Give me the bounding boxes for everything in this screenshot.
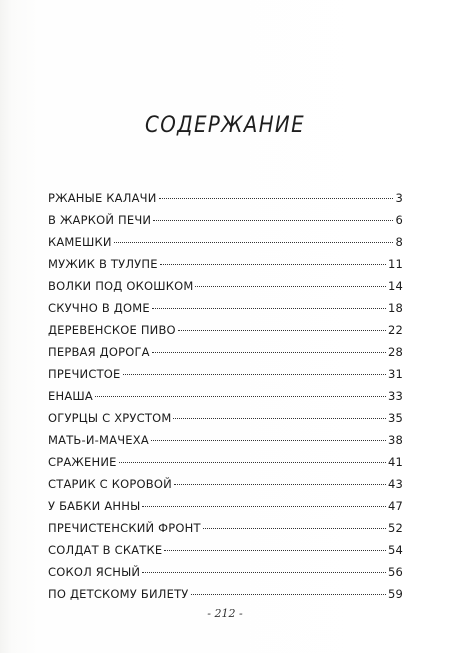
dot-leader <box>151 440 386 441</box>
toc-entry-page: 52 <box>387 521 403 535</box>
toc-entry-title: В ЖАРКОЙ ПЕЧИ <box>48 213 152 227</box>
dot-leader <box>114 242 394 243</box>
toc-entry-title: ПЕРВАЯ ДОРОГА <box>48 345 150 359</box>
toc-entry <box>48 517 403 539</box>
toc-entry-title: ЕНАША <box>48 389 93 403</box>
dot-leader <box>173 418 385 419</box>
toc-entry-page: 47 <box>387 499 403 513</box>
dot-leader <box>164 550 386 551</box>
toc-entry-title: ДЕРЕВЕНСКОЕ ПИВО <box>48 323 176 337</box>
toc-entry <box>48 253 403 275</box>
dot-leader <box>142 506 386 507</box>
toc-entry-page: 35 <box>387 411 403 425</box>
toc-entry-page: 18 <box>387 301 403 315</box>
toc-entry <box>48 473 403 495</box>
toc-entry <box>48 231 403 253</box>
toc-entry <box>48 297 403 319</box>
toc-entry-page: 8 <box>395 235 403 249</box>
toc-entry-title: У БАБКИ АННЫ <box>48 499 141 513</box>
toc-entry <box>48 407 403 429</box>
dot-leader <box>95 396 386 397</box>
toc-entry-page: 3 <box>395 191 403 205</box>
dot-leader <box>160 264 386 265</box>
dot-leader <box>174 484 386 485</box>
toc-entry <box>48 363 403 385</box>
toc-entry <box>48 561 403 583</box>
toc-entry-page: 33 <box>387 389 403 403</box>
dot-leader <box>153 220 393 221</box>
toc-entry-title: СРАЖЕНИЕ <box>48 455 117 469</box>
toc-entry-title: ПРЕЧИСТОЕ <box>48 367 121 381</box>
toc-entry-title: РЖАНЫЕ КАЛАЧИ <box>48 191 157 205</box>
toc-entry-title: ПРЕЧИСТЕНСКИЙ ФРОНТ <box>48 521 201 535</box>
toc-entry <box>48 319 403 341</box>
page-title: СОДЕРЖАНИЕ <box>145 113 305 138</box>
toc-entry-title: ПО ДЕТСКОМУ БИЛЕТУ <box>48 587 189 601</box>
toc-entry <box>48 275 403 297</box>
dot-leader <box>178 330 386 331</box>
toc-entry <box>48 451 403 473</box>
toc-entry-page: 56 <box>387 565 403 579</box>
toc-entry <box>48 429 403 451</box>
toc-entry <box>48 341 403 363</box>
dot-leader <box>191 594 386 595</box>
toc-entry <box>48 539 403 561</box>
table-of-contents <box>48 187 403 605</box>
toc-entry-page: 14 <box>387 279 403 293</box>
dot-leader <box>142 572 386 573</box>
page-number: - 212 - <box>207 607 243 620</box>
toc-entry-title: ВОЛКИ ПОД ОКОШКОМ <box>48 279 194 293</box>
toc-entry-page: 11 <box>387 257 403 271</box>
toc-entry-page: 43 <box>387 477 403 491</box>
dot-leader <box>119 462 386 463</box>
dot-leader <box>159 198 394 199</box>
toc-entry-page: 6 <box>395 213 403 227</box>
toc-entry-page: 28 <box>387 345 403 359</box>
toc-entry-page: 59 <box>387 587 403 601</box>
toc-entry <box>48 209 403 231</box>
toc-entry-title: СОКОЛ ЯСНЫЙ <box>48 565 141 579</box>
dot-leader <box>195 286 385 287</box>
toc-entry-title: СКУЧНО В ДОМЕ <box>48 301 150 315</box>
toc-entry-title: ОГУРЦЫ С ХРУСТОМ <box>48 411 172 425</box>
toc-entry-title: МУЖИК В ТУЛУПЕ <box>48 257 158 271</box>
toc-entry <box>48 495 403 517</box>
toc-entry-title: МАТЬ-И-МАЧЕХА <box>48 433 149 447</box>
dot-leader <box>203 528 386 529</box>
toc-entry <box>48 187 403 209</box>
toc-entry-page: 22 <box>387 323 403 337</box>
toc-entry-page: 31 <box>387 367 403 381</box>
toc-entry-page: 54 <box>387 543 403 557</box>
toc-entry-page: 38 <box>387 433 403 447</box>
dot-leader <box>152 352 386 353</box>
toc-entry-title: КАМЕШКИ <box>48 235 112 249</box>
toc-entry-page: 41 <box>387 455 403 469</box>
toc-entry-title: СТАРИК С КОРОВОЙ <box>48 477 172 491</box>
toc-entry-title: СОЛДАТ В СКАТКЕ <box>48 543 163 557</box>
toc-entry <box>48 583 403 605</box>
dot-leader <box>123 374 386 375</box>
toc-entry <box>48 385 403 407</box>
dot-leader <box>152 308 386 309</box>
